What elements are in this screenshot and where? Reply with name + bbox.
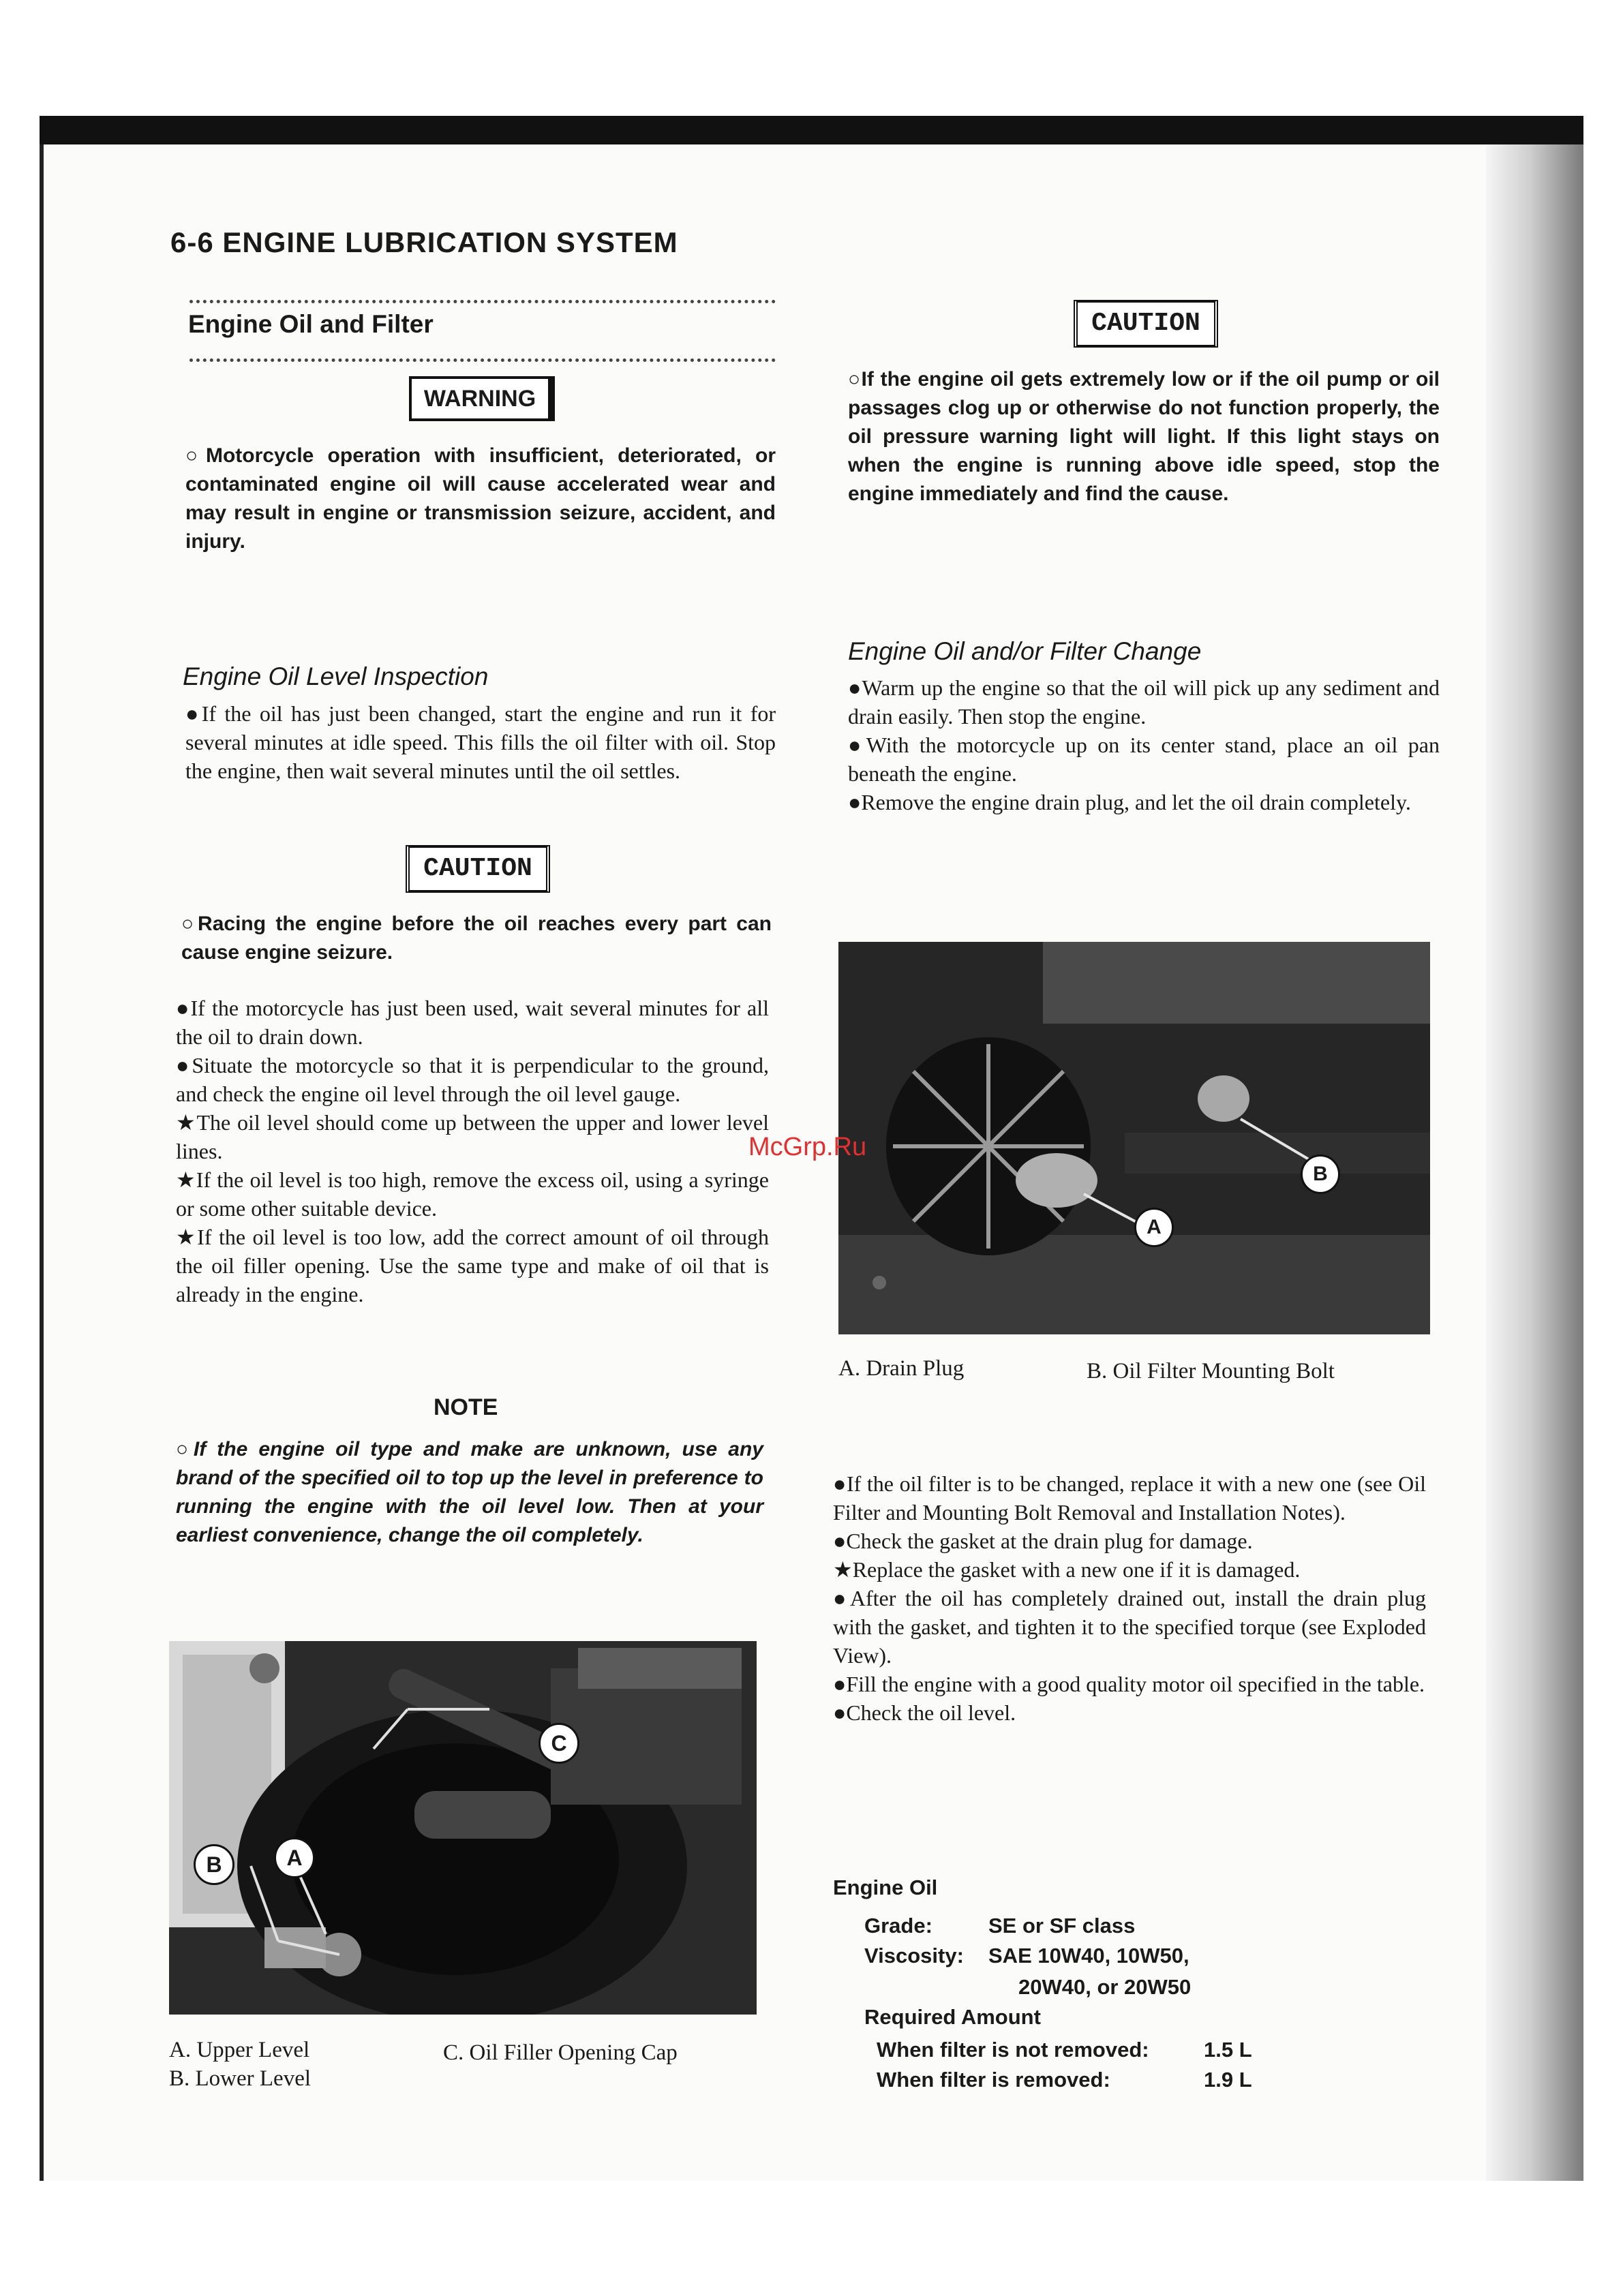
change-title: Engine Oil and/or Filter Change — [848, 637, 1202, 665]
caution-label-right: CAUTION — [1074, 300, 1218, 348]
callout-c-left: C — [539, 1723, 579, 1764]
oil-table-title: Engine Oil — [833, 1876, 938, 1899]
not-removed-label: When filter is not removed: — [877, 2038, 1149, 2062]
caption-oil-filter-bolt: B. Oil Filter Mounting Bolt — [1087, 1359, 1335, 1383]
caption-oil-filler-cap: C. Oil Filler Opening Cap — [443, 2040, 678, 2065]
watermark: McGrp.Ru — [748, 1133, 867, 1161]
engine-photo-oil-level — [169, 1641, 757, 2015]
viscosity-label: Viscosity: — [864, 1944, 964, 1968]
caption-drain-plug: A. Drain Plug — [838, 1356, 965, 1381]
callout-b-left: B — [194, 1844, 234, 1885]
caption-upper-level: A. Upper Level — [169, 2038, 310, 2062]
scan-left-border — [40, 144, 44, 2181]
page-binding-shadow — [1486, 144, 1583, 2181]
change-steps — [848, 673, 1440, 816]
scan-top-border — [40, 116, 1583, 144]
list-item: ●Warm up the engine so that the oil will pick up any sediment and drain easily. Then stop the engine. — [848, 675, 1440, 729]
page-title: 6-6 ENGINE LUBRICATION SYSTEM — [170, 226, 678, 258]
viscosity-value-2: 20W40, or 20W50 — [1018, 1975, 1192, 1999]
grade-label: Grade: — [864, 1914, 932, 1938]
grade-value: SE or SF class — [988, 1914, 1136, 1938]
caution-label-left: CAUTION — [406, 845, 550, 893]
callout-a-right: A — [1134, 1208, 1174, 1247]
list-item: ●Check the gasket at the drain plug for damage. — [833, 1529, 1253, 1553]
list-item: ●Fill the engine with a good quality motor oil specified in the table. — [833, 1672, 1425, 1696]
list-item: ●Situate the motorcycle so that it is perpendicular to the ground, and check the engine oil level through the oil level gauge. — [176, 1053, 769, 1106]
divider-top — [189, 300, 776, 303]
list-item: ●If the motorcycle has just been used, wait several minutes for all the oil to drain down. — [176, 996, 769, 1049]
callout-a-left: A — [274, 1837, 315, 1878]
warning-label: WARNING — [409, 376, 555, 421]
removed-label: When filter is removed: — [877, 2068, 1110, 2092]
inspection-paragraph: ●If the oil has just been changed, start the engine and run it for several minutes at idle speed. This fills the oil filter with oil. Stop the engine, then wait several minutes until the oil settles. — [185, 701, 776, 783]
list-item: ●Check the oil level. — [833, 1700, 1016, 1725]
list-item: ●After the oil has completely drained out, install the drain plug with the gasket, and tighten it to the specified torque (see Exploded View). — [833, 1586, 1426, 1668]
section-title: Engine Oil and Filter — [188, 310, 434, 338]
note-label: NOTE — [434, 1394, 498, 1420]
inspection-steps — [176, 994, 769, 1308]
divider-bottom — [189, 358, 776, 362]
viscosity-value-1: SAE 10W40, 10W50, — [988, 1944, 1189, 1968]
list-item: ●Remove the engine drain plug, and let the oil drain completely. — [848, 790, 1411, 814]
warning-text: ○Motorcycle operation with insufficient, deteriorated, or contaminated engine oil will cause accelerated wear and may result in engine or transmission seizure, accident, and injury. — [185, 444, 776, 553]
callout-b-right: B — [1301, 1154, 1340, 1194]
list-item: ●If the oil filter is to be changed, replace it with a new one (see Oil Filter and Mounting Bolt Removal and Installation Notes). — [833, 1471, 1426, 1525]
engine-photo-drain-plug — [838, 942, 1430, 1334]
caution-text-right: ○If the engine oil gets extremely low or if the oil pump or oil passages clog up or otherwise do not function properly, the oil pressure warning light will light. If this light stays on when the engine is running above idle speed, stop the engine immediately and find the cause. — [848, 368, 1440, 505]
removed-value: 1.9 L — [1204, 2068, 1252, 2092]
caption-lower-level: B. Lower Level — [169, 2066, 312, 2091]
list-item: ●With the motorcycle up on its center stand, place an oil pan beneath the engine. — [848, 733, 1440, 786]
filter-steps — [833, 1469, 1426, 1727]
note-text: ○If the engine oil type and make are unknown, use any brand of the specified oil to top up the level in preference to running the engine with the oil level low. Then at your earliest convenience, change the oil completely. — [176, 1438, 763, 1546]
caution-text-left: ○Racing the engine before the oil reaches every part can cause engine seizure. — [181, 913, 772, 964]
not-removed-value: 1.5 L — [1204, 2038, 1252, 2062]
oil-level-photo-drawing — [169, 1641, 757, 2015]
list-item: ★If the oil level is too high, remove the excess oil, using a syringe or some other suitable device. — [176, 1167, 769, 1221]
inspection-title: Engine Oil Level Inspection — [183, 662, 489, 690]
required-amount-label: Required Amount — [864, 2005, 1041, 2029]
drain-plug-photo-drawing — [838, 942, 1430, 1334]
list-item: ★Replace the gasket with a new one if it is damaged. — [833, 1557, 1301, 1582]
list-item: ★The oil level should come up between the upper and lower level lines. — [176, 1110, 769, 1163]
list-item: ★If the oil level is too low, add the correct amount of oil through the oil filler opening. Use the same type and make of oil that is already in the engine. — [176, 1225, 769, 1306]
